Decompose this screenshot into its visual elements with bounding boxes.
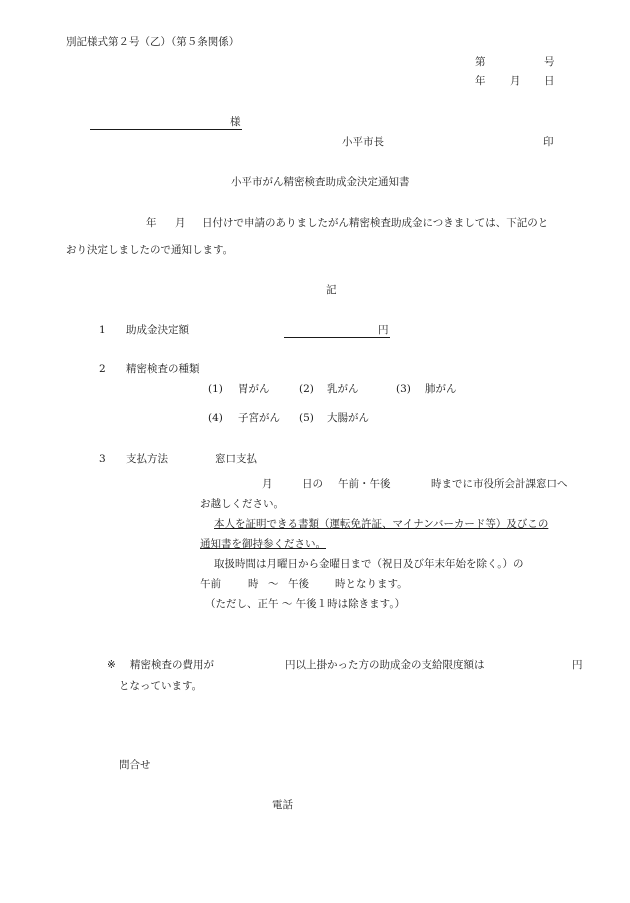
note-part3: 円 (572, 659, 583, 671)
ki-heading: 記 (326, 284, 337, 296)
sender-seal: 印 (543, 136, 554, 148)
hours-ji: 時 (248, 578, 259, 590)
hours-pm: 午後 (288, 578, 309, 590)
note-part2: 円以上掛かった方の助成金の支給限度額は (285, 659, 485, 671)
body-month: 月 (175, 217, 186, 229)
payment-method: 窓口支払 (215, 453, 257, 465)
payment-line4: 通知書を御持参ください。 (200, 538, 326, 550)
note-line2: となっています。 (119, 680, 203, 692)
item1-label: 助成金決定額 (126, 324, 189, 336)
date-month: 月 (510, 75, 521, 87)
type-3-number: (3) (396, 383, 411, 395)
type-4-name: 子宮がん (238, 412, 280, 424)
payment-ampm: 午前・午後 (338, 478, 391, 490)
type-5-number: (5) (299, 412, 314, 424)
payment-day: 日の (302, 478, 323, 490)
type-4-number: (4) (208, 412, 223, 424)
hours-tilde: ～ (268, 578, 279, 590)
document-title: 小平市がん精密検査助成金決定通知書 (231, 176, 410, 188)
body-line2: おり決定しましたので通知します。 (66, 244, 234, 256)
payment-line1: 時までに市役所会計課窓口へ (431, 478, 568, 490)
hours-am: 午前 (200, 578, 221, 590)
hours-end: 時となります。 (335, 578, 408, 590)
type-3-name: 肺がん (425, 383, 457, 395)
contact-label: 問合せ (119, 759, 151, 771)
doc-number-suffix: 号 (544, 56, 555, 68)
body-year: 年 (146, 217, 157, 229)
date-day: 日 (544, 75, 555, 87)
body-line1: 日付けで申請のありましたがん精密検査助成金につきましては、下記のと (202, 217, 549, 229)
type-1-name: 胃がん (238, 383, 270, 395)
item1-unit: 円 (378, 324, 389, 336)
item2-label: 精密検査の種類 (126, 363, 200, 375)
addressee-honorific: 様 (230, 116, 241, 128)
payment-line3: 本人を証明できる書類（運転免許証、マイナンバーカード等）及びこの (214, 518, 549, 530)
payment-line5: 取扱時間は月曜日から金曜日まで（祝日及び年末年始を除く。）の (214, 558, 524, 570)
type-2-number: (2) (299, 383, 314, 395)
note-mark: ※ (107, 659, 116, 671)
item3-label: 支払方法 (126, 453, 168, 465)
item1-amount-underline (284, 337, 390, 338)
payment-line2: お越しください。 (200, 498, 284, 510)
type-5-name: 大腸がん (327, 412, 369, 424)
item2-number: 2 (99, 363, 106, 375)
type-1-number: (1) (208, 383, 223, 395)
item1-number: 1 (99, 324, 106, 336)
contact-phone: 電話 (272, 799, 293, 811)
type-2-name: 乳がん (327, 383, 359, 395)
doc-number-prefix: 第 (475, 56, 486, 68)
payment-month: 月 (262, 478, 273, 490)
item3-number: 3 (99, 453, 106, 465)
date-year: 年 (475, 75, 486, 87)
note-part1: 精密検査の費用が (130, 659, 214, 671)
payment-line7: （ただし、正午 ～ 午後１時は除きます。） (205, 598, 406, 610)
sender-name: 小平市長 (342, 136, 384, 148)
addressee-underline (90, 129, 242, 130)
form-label: 別記様式第２号（乙）（第５条関係） (66, 36, 240, 48)
